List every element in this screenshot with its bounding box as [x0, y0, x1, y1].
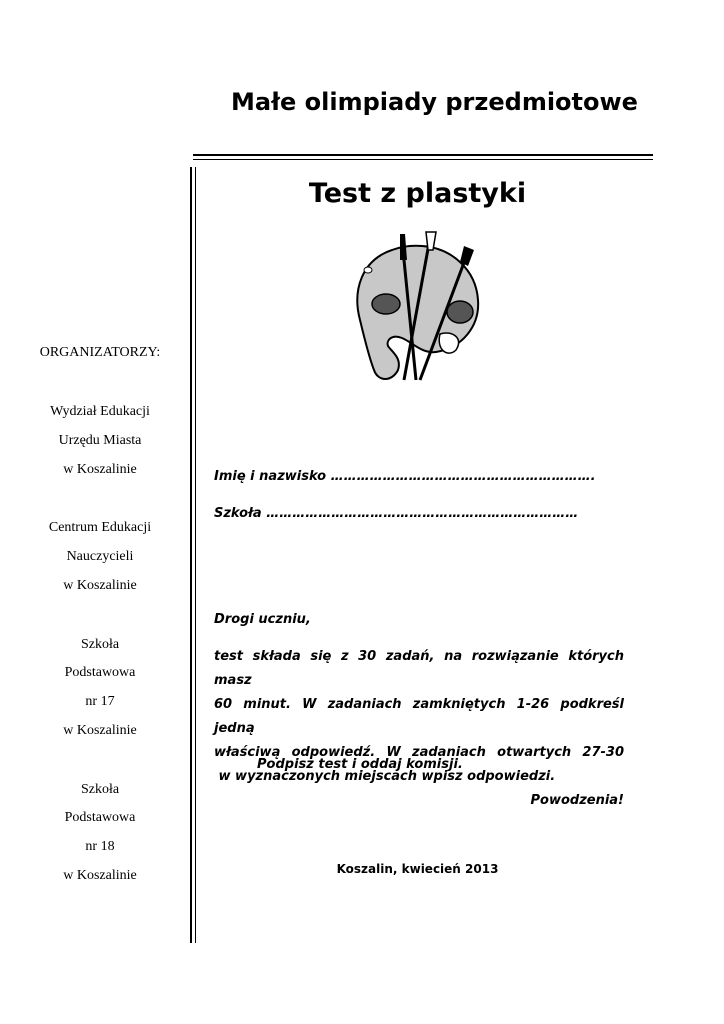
organizer-line: Podstawowa: [64, 810, 136, 825]
organizer-line: Urzędu Miasta: [58, 433, 142, 448]
test-subject-title: Test z plastyki: [308, 178, 527, 209]
organizer-line: Nauczycieli: [66, 549, 134, 564]
page-title: Małe olimpiady przedmiotowe: [231, 88, 638, 116]
place-date: Koszalin, kwiecień 2013: [336, 862, 499, 876]
organizer-line: nr 17: [85, 694, 115, 709]
name-field[interactable]: Imię i nazwisko …………………………………………………….: [214, 469, 596, 484]
good-luck: Powodzenia!: [530, 793, 624, 808]
instruction-line: właściwą odpowiedź. W zadaniach otwartych 27-30: [214, 745, 624, 760]
school-field[interactable]: Szkoła ………………………………………………………………: [214, 506, 579, 521]
organizer-line: Szkoła: [80, 637, 120, 652]
organizer-line: w Koszalinie: [63, 578, 137, 593]
title-rule-thick: [193, 154, 653, 156]
organizer-line: nr 18: [85, 839, 115, 854]
organizers-heading: ORGANIZATORZY:: [39, 345, 161, 360]
organizer-line: w Koszalinie: [63, 723, 137, 738]
organizer-line: Szkoła: [80, 782, 120, 797]
greeting: Drogi uczniu,: [214, 612, 311, 627]
instruction-line: w wyznaczonych miejscach wpisz odpowiedzi.: [214, 769, 556, 784]
instruction-line: test składa się z 30 zadań, na rozwiązanie których masz: [214, 649, 624, 688]
organizer-line: w Koszalinie: [63, 462, 137, 477]
palette-icon: [352, 230, 492, 395]
organizer-line: Centrum Edukacji: [48, 520, 152, 535]
title-rule-thin: [193, 159, 653, 160]
organizer-line: Podstawowa: [64, 665, 136, 680]
organizer-line: Wydział Edukacji: [50, 404, 150, 419]
organizer-line: w Koszalinie: [63, 868, 137, 883]
sign-note: Podpisz test i oddaj komisji.: [257, 757, 463, 772]
instruction-line: 60 minut. W zadaniach zamkniętych 1-26 podkreśl jedną: [214, 697, 624, 736]
